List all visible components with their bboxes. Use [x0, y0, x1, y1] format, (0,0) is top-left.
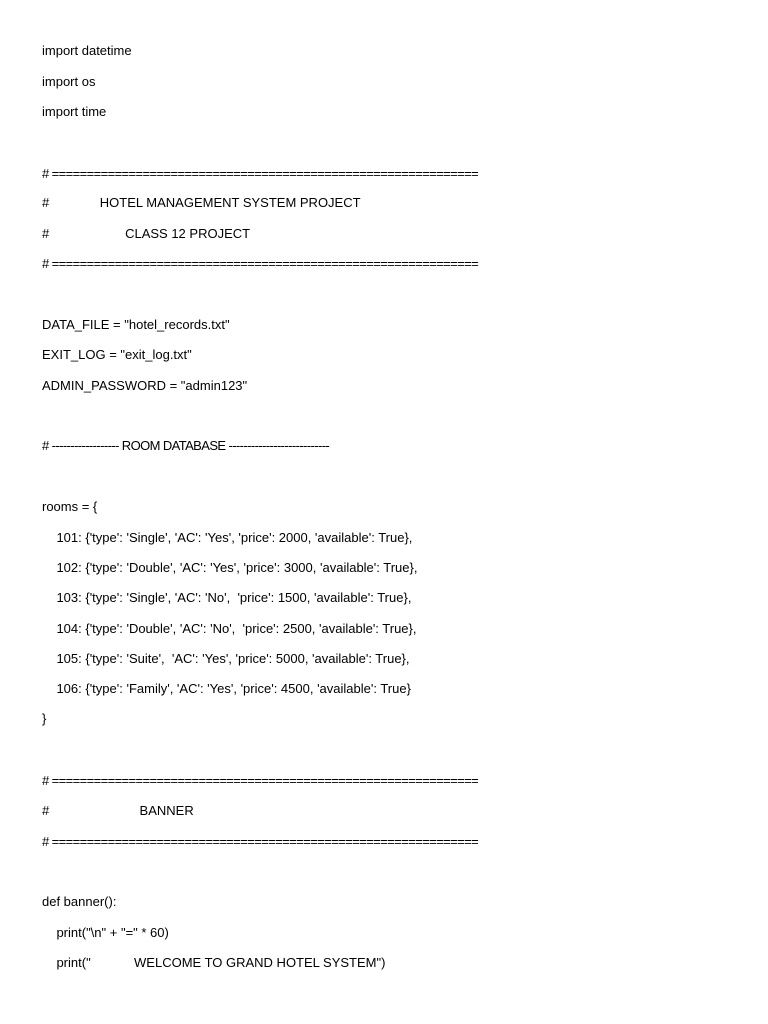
code-line-room-106: 106: {'type': 'Family', 'AC': 'Yes', 'price': 4500, 'available': True} — [42, 681, 411, 696]
comment-banner-separator-top: # ============================================================= — [42, 773, 479, 788]
code-line-def-banner: def banner(): — [42, 894, 117, 909]
code-line-rooms-close: } — [42, 711, 47, 726]
code-line-room-104: 104: {'type': 'Double', 'AC': 'No', 'price': 2500, 'available': True}, — [42, 621, 417, 636]
code-line-exit-log: EXIT_LOG = "exit_log.txt" — [42, 347, 192, 362]
comment-banner-separator-bottom: # ============================================================= — [42, 834, 479, 849]
code-line-import-time: import time — [42, 104, 107, 119]
code-line-import-datetime: import datetime — [42, 43, 132, 58]
code-line-import-os: import os — [42, 74, 96, 89]
comment-separator-top: # ============================================================= — [42, 166, 479, 181]
code-line-room-102: 102: {'type': 'Double', 'AC': 'Yes', 'price': 3000, 'available': True}, — [42, 560, 418, 575]
code-line-print-welcome: print(" WELCOME TO GRAND HOTEL SYSTEM") — [42, 955, 386, 970]
code-line-rooms-open: rooms = { — [42, 499, 98, 514]
comment-separator-bottom: # ============================================================= — [42, 256, 479, 271]
code-line-room-105: 105: {'type': 'Suite', 'AC': 'Yes', 'price': 5000, 'available': True}, — [42, 651, 410, 666]
code-line-print-separator: print("\n" + "=" * 60) — [42, 925, 169, 940]
code-line-admin-password: ADMIN_PASSWORD = "admin123" — [42, 378, 248, 393]
comment-project-title: # HOTEL MANAGEMENT SYSTEM PROJECT — [42, 195, 361, 210]
code-line-data-file: DATA_FILE = "hotel_records.txt" — [42, 317, 230, 332]
code-line-room-103: 103: {'type': 'Single', 'AC': 'No', 'price': 1500, 'available': True}, — [42, 590, 412, 605]
comment-class-project: # CLASS 12 PROJECT — [42, 226, 251, 241]
comment-room-database: # ------------------ ROOM DATABASE --------------------------- — [42, 438, 330, 453]
code-line-room-101: 101: {'type': 'Single', 'AC': 'Yes', 'price': 2000, 'available': True}, — [42, 530, 413, 545]
comment-banner-title: # BANNER — [42, 803, 194, 818]
